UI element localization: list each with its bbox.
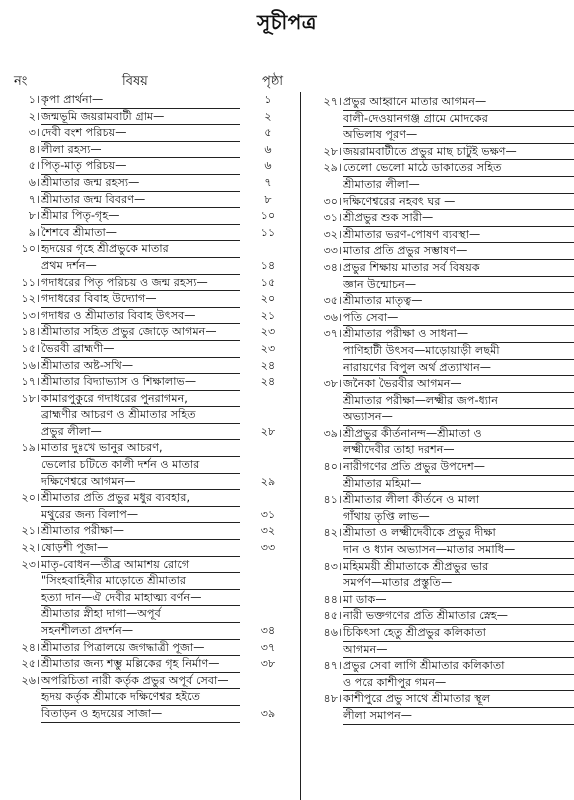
toc-entry bbox=[0, 324, 290, 341]
entry-text: অপরিচিতা নারী কর্তৃক প্রভুর অপূর্ব সেবা— bbox=[41, 673, 240, 690]
entry-text: গাঁথায় তৃপ্তি লাভ— bbox=[343, 509, 574, 526]
toc-entry bbox=[0, 158, 290, 175]
page-number: ৩৯ bbox=[260, 706, 276, 720]
entry-number: ২২। bbox=[21, 541, 40, 555]
entry-number: ৩৩। bbox=[323, 244, 342, 258]
entry-number: ৩৫। bbox=[323, 294, 342, 308]
entry-text: দক্ষিণেশ্বরের নহবৎ ঘর — bbox=[343, 194, 574, 211]
entry-text: হত্যা দান—ঐ দেবীর মাহাত্ম্য বর্ণন— bbox=[41, 590, 240, 607]
header-num: নং bbox=[14, 74, 28, 89]
entry-text: ষোড়শী পূজা— bbox=[41, 540, 240, 557]
toc-entry bbox=[0, 656, 290, 673]
entry-text: শ্রীমাতার মাতৃত্ব— bbox=[343, 293, 574, 310]
toc-entry bbox=[0, 308, 290, 325]
toc-entry bbox=[0, 358, 290, 375]
toc-entry bbox=[312, 492, 574, 525]
entry-text: শ্রীমাতার পরীক্ষা ও সাধনা— bbox=[343, 326, 574, 343]
page-number: ১৪ bbox=[260, 258, 276, 272]
entry-text: তেলো ভেলো মাঠে ডাকাতের সহিত bbox=[343, 160, 574, 177]
entry-number: ৪০। bbox=[323, 460, 342, 474]
entry-text: শ্রীমাতার লীলা কীর্তনে ও মালা bbox=[343, 492, 574, 509]
entry-text: মা ডাক— bbox=[343, 592, 574, 609]
entry-text: লক্ষ্মীদেবীর তাহা দরশন— bbox=[343, 442, 574, 459]
toc-entry bbox=[312, 426, 574, 459]
entry-text: অভ্যাসন— bbox=[343, 409, 574, 426]
page-number: ৩৮ bbox=[260, 657, 276, 671]
entry-text: জন্মভূমি জয়রামবাটী গ্রাম— bbox=[41, 109, 240, 126]
toc-entry bbox=[0, 540, 290, 557]
page-number: ২ bbox=[264, 109, 272, 123]
entry-text: ভৈরবী ব্রাহ্মণী— bbox=[41, 341, 240, 358]
entry-text: শ্রীমাতার প্রতি প্রভুর মধুর ব্যবহার, bbox=[41, 490, 240, 507]
header-subject: বিষয় bbox=[122, 74, 148, 89]
entry-text: শ্রীমাতার স্নীহা দাগা—অপূর্ব bbox=[41, 606, 240, 623]
toc-entry bbox=[312, 94, 574, 144]
entry-text: গদাধর ও শ্রীমাতার বিবাহ উৎসব— bbox=[41, 308, 240, 325]
entry-number: ৩। bbox=[28, 126, 40, 140]
entry-text: নারায়ণের বিপুল অর্থ প্রত্যাখান— bbox=[343, 360, 574, 377]
entry-text: মাতার দুঃখে ভানুর আচরণ, bbox=[41, 440, 240, 457]
entry-text: ও পরে কাশীপুর গমন— bbox=[343, 675, 574, 692]
toc-entry bbox=[0, 557, 290, 640]
entry-text: দেবী বংশ পরিচয়— bbox=[41, 125, 240, 142]
entry-number: ২৮। bbox=[323, 144, 342, 158]
entry-text: লীলা রহস্য— bbox=[41, 142, 240, 159]
entry-number: ১০। bbox=[21, 242, 40, 256]
page-number: ৬ bbox=[264, 142, 272, 156]
entry-number: ৩১। bbox=[323, 211, 342, 225]
page-number: ২১ bbox=[260, 308, 276, 322]
toc-entry bbox=[312, 592, 574, 609]
toc-entry bbox=[312, 194, 574, 211]
entry-text: গদাধরের বিবাহ উদ্যোগ— bbox=[41, 291, 240, 308]
toc-entry bbox=[312, 691, 574, 724]
header-page: পৃষ্ঠা bbox=[262, 74, 284, 89]
page-number: ২৩ bbox=[260, 341, 276, 355]
toc-entry bbox=[0, 640, 290, 657]
entry-text: শ্রীমাতার লীলা— bbox=[343, 177, 574, 194]
page-number: ২৯ bbox=[260, 474, 276, 488]
entry-text: দান ও ধ্যান অভ্যাসন—মাতার সমাধি— bbox=[343, 542, 574, 559]
toc-entry bbox=[0, 673, 290, 723]
toc-entry bbox=[312, 658, 574, 691]
entry-text: পিতৃ-মাতৃ পরিচয়— bbox=[41, 158, 240, 175]
entry-text: শ্রীমাতার জন্ম বিবরণ— bbox=[41, 192, 240, 209]
entry-number: ২৩। bbox=[21, 557, 40, 571]
entry-number: ৩২। bbox=[323, 227, 342, 241]
entry-text: জয়রামবাটীতে প্রভুর মাছ চাটুই ভক্ষণ— bbox=[343, 144, 574, 161]
entry-number: ৪৬। bbox=[323, 626, 342, 639]
entry-text: শ্রীমাতার জন্য শম্ভু মল্লিকের গৃহ নির্মাণ— bbox=[41, 656, 240, 673]
entry-number: ৪২। bbox=[323, 526, 342, 540]
entry-text: বিতাড়ন ও হৃদয়ের সাজা— bbox=[41, 706, 240, 723]
entry-number: ১৭। bbox=[21, 375, 40, 389]
page-number: ৩৭ bbox=[260, 640, 276, 654]
entry-number: ২৭। bbox=[323, 95, 342, 108]
page-number: ৬ bbox=[264, 159, 272, 173]
page-number: ২৪ bbox=[260, 358, 276, 372]
entry-text: শ্রীমাতার জন্ম রহস্য— bbox=[41, 175, 240, 192]
toc-entry bbox=[0, 291, 290, 308]
toc-entry bbox=[0, 241, 290, 274]
entry-number: ৭। bbox=[28, 192, 40, 206]
entry-text: শ্রীমাতা ও লক্ষ্মীদেবীকে প্রভুর দীক্ষা bbox=[343, 525, 574, 542]
entry-text: কৃপা প্রার্থনা— bbox=[41, 92, 240, 109]
toc-entry bbox=[312, 459, 574, 492]
entry-text: কামারপুকুরে গদাধরের পুনরাগমন, bbox=[41, 391, 240, 408]
page-number: ২০ bbox=[260, 292, 276, 306]
toc-entry bbox=[312, 260, 574, 293]
entry-text: দক্ষিণেশ্বরে আগমন— bbox=[41, 474, 240, 491]
entry-text: লীলা সমাপন— bbox=[343, 708, 574, 725]
toc-entry bbox=[0, 92, 290, 109]
entry-text: পাণিহাটী উৎসব—মাড়োয়াড়ী লছমী bbox=[343, 343, 574, 360]
entry-text: গদাধরের পিতৃ পরিচয় ও জন্ম রহস্য— bbox=[41, 275, 240, 292]
entry-number: ৯। bbox=[28, 225, 40, 239]
entry-text: হৃদয় কর্তৃক শ্রীমাকে দক্ষিণেশ্বর হইতে bbox=[41, 689, 240, 706]
page-number: ৩১ bbox=[260, 507, 276, 521]
entry-text: শ্রীপ্রভুর শুক সারী— bbox=[343, 210, 574, 227]
entry-number: ২। bbox=[28, 109, 40, 123]
toc-entry bbox=[312, 559, 574, 592]
entry-text: মাতার প্রতি প্রভুর সম্ভাষণ— bbox=[343, 243, 574, 260]
entry-text: প্রভুর শিক্ষায় মাতার সর্ব বিষয়ক bbox=[343, 260, 574, 277]
entry-text: জ্ঞান উন্মোচন— bbox=[343, 277, 574, 294]
entry-number: ১৩। bbox=[21, 308, 40, 322]
entry-number: ৪৮। bbox=[323, 692, 342, 706]
toc-entry bbox=[312, 160, 574, 193]
page-number: ৭ bbox=[264, 175, 272, 189]
entry-number: ৩৭। bbox=[323, 327, 342, 341]
entry-text: সহনশীলতা প্রদর্শন— bbox=[41, 623, 240, 640]
entry-text: নারী ভক্তগণের প্রতি শ্রীমাতার স্নেহ— bbox=[343, 608, 574, 625]
entry-number: ৬। bbox=[28, 175, 40, 189]
entry-number: ৮। bbox=[28, 209, 40, 223]
entry-text: প্রভুর আহ্বানে মাতার আগমন— bbox=[343, 94, 574, 111]
toc-right-column bbox=[312, 94, 574, 725]
entry-number: ২৪। bbox=[21, 640, 40, 654]
entry-text: শ্রীমাতার মহিমা— bbox=[343, 476, 574, 493]
entry-text: আগমন— bbox=[343, 642, 574, 659]
entry-number: ১৫। bbox=[21, 341, 40, 355]
page-number: ৮ bbox=[264, 192, 272, 206]
toc-entry bbox=[0, 225, 290, 242]
entry-text: শ্রীমাতার ভরণ-পোষণ ব্যবস্থা— bbox=[343, 227, 574, 244]
toc-entry bbox=[0, 142, 290, 159]
entry-number: ৩৬। bbox=[323, 310, 342, 324]
entry-text: প্রভুর সেবা লাগি শ্রীমাতার কলিকাতা bbox=[343, 658, 574, 675]
entry-number: ৩৮। bbox=[323, 377, 342, 391]
entry-number: ৪৫। bbox=[323, 609, 342, 623]
entry-number: ১২। bbox=[21, 292, 40, 306]
entry-text: মাতৃ-বোধন—তীব্র আমাশয় রোগে bbox=[41, 557, 240, 574]
entry-text: হৃদয়ের গৃহে শ্রীপ্রভুকে মাতার bbox=[41, 241, 240, 258]
entry-number: ২৬। bbox=[21, 673, 40, 687]
entry-number: ২৫। bbox=[21, 657, 40, 671]
entry-text: শ্রীমাতার পরীক্ষা—লক্ষ্মীর জপ-ধ্যান bbox=[343, 393, 574, 410]
toc-entry bbox=[312, 608, 574, 625]
entry-text: শ্রীমাতার পরীক্ষা— bbox=[41, 523, 240, 540]
toc-entry bbox=[312, 625, 574, 658]
entry-number: ৫। bbox=[28, 159, 40, 173]
entry-text: শ্রীমাতার বিদ্যাভ্যাস ও শিক্ষালাভ— bbox=[41, 374, 240, 391]
page-number: ২৮ bbox=[260, 424, 276, 438]
page-number: ৩২ bbox=[260, 524, 276, 538]
page-number: ৩৩ bbox=[260, 541, 276, 555]
entry-text: কাশীপুরে প্রভু সাথে শ্রীমাতার স্থূল bbox=[343, 691, 574, 708]
toc-entry bbox=[312, 210, 574, 227]
toc-entry bbox=[0, 208, 290, 225]
entry-text: প্রথম দর্শন— bbox=[41, 258, 240, 275]
page-number: ১০ bbox=[260, 209, 276, 223]
entry-text: বালী-দেওয়ানগঞ্জ গ্রামে মোদকের bbox=[343, 111, 574, 128]
toc-entry bbox=[312, 376, 574, 426]
entry-text: সমর্পণ—মাতার প্রস্তুতি— bbox=[343, 575, 574, 592]
page-number: ৩৪ bbox=[260, 624, 276, 637]
entry-number: ৪১। bbox=[323, 493, 342, 507]
toc-entry bbox=[0, 192, 290, 209]
toc-entry bbox=[0, 490, 290, 523]
entry-number: ১। bbox=[28, 93, 40, 106]
entry-text: ব্রাহ্মণীর আচরণ ও শ্রীমাতার সহিত bbox=[41, 407, 240, 424]
toc-entry bbox=[312, 243, 574, 260]
toc-entry bbox=[0, 391, 290, 441]
toc-entry bbox=[312, 227, 574, 244]
entry-text: জনৈকা ভৈরবীর আগমন— bbox=[343, 376, 574, 393]
entry-number: ১৮। bbox=[21, 391, 40, 405]
entry-text: শ্রীপ্রভুর কীর্তনানন্দ—শ্রীমাতা ও bbox=[343, 426, 574, 443]
toc-entry bbox=[0, 523, 290, 540]
entry-text: শ্রীমাতার সহিত প্রভুর জোড়ে আগমন— bbox=[41, 324, 240, 341]
entry-text: পতি সেবা— bbox=[343, 310, 574, 327]
toc-entry bbox=[0, 275, 290, 292]
entry-text: চিকিৎসা হেতু শ্রীপ্রভুর কলিকাতা bbox=[343, 625, 574, 642]
page-number: ১১ bbox=[260, 225, 276, 239]
toc-entry bbox=[0, 341, 290, 358]
toc-entry bbox=[0, 125, 290, 142]
entry-number: ২১। bbox=[21, 524, 40, 538]
entry-text: প্রভুর লীলা— bbox=[41, 424, 240, 441]
entry-number: ২৯। bbox=[323, 161, 342, 175]
toc-entry bbox=[312, 310, 574, 327]
entry-text: শ্রীমার পিতৃ-গৃহ— bbox=[41, 208, 240, 225]
page-title: সূচীপত্র bbox=[257, 10, 317, 34]
entry-number: ১৯। bbox=[21, 441, 40, 455]
entry-number: ৪। bbox=[28, 142, 40, 156]
entry-number: ৪৩। bbox=[323, 559, 342, 573]
entry-number: ৩৯। bbox=[323, 426, 342, 440]
toc-entry bbox=[312, 144, 574, 161]
entry-text: মথুরের জন্য বিলাপ— bbox=[41, 507, 240, 524]
entry-number: ১৬। bbox=[21, 358, 40, 372]
toc-entry bbox=[0, 374, 290, 391]
entry-text: নারীগণের প্রতি প্রভুর উপদেশ— bbox=[343, 459, 574, 476]
entry-text: মহিমময়ী শ্রীমাতাকে শ্রীপ্রভুর ভার bbox=[343, 559, 574, 576]
toc-left-column bbox=[0, 92, 290, 723]
entry-number: ৪৭। bbox=[323, 659, 342, 673]
page-number: ৫ bbox=[264, 126, 272, 140]
page-number: ১৫ bbox=[260, 275, 276, 289]
toc-entry bbox=[312, 293, 574, 310]
toc-entry bbox=[312, 525, 574, 558]
column-divider bbox=[300, 92, 301, 800]
entry-text: শ্রীমাতার পিত্রালয়ে জগদ্ধাত্রী পূজা— bbox=[41, 640, 240, 657]
page-number: ২৪ bbox=[260, 375, 276, 389]
entry-text: শৈশবে শ্রীমাতা— bbox=[41, 225, 240, 242]
toc-entry bbox=[0, 109, 290, 126]
page-number: ২৩ bbox=[260, 325, 276, 339]
entry-text: ভেলোর চটিতে কালী দর্শন ও মাতার bbox=[41, 457, 240, 474]
entry-text: অভিলাষ পূরণ— bbox=[343, 127, 574, 144]
page-number: ১ bbox=[264, 93, 272, 106]
entry-number: ২০। bbox=[21, 491, 40, 505]
entry-text: "সিংহবাহিনীর মাড়োতে শ্রীমাতার bbox=[41, 573, 240, 590]
entry-number: ৩৪। bbox=[323, 260, 342, 274]
entry-number: ৩০। bbox=[323, 194, 342, 208]
toc-entry bbox=[0, 175, 290, 192]
toc-entry bbox=[312, 326, 574, 376]
entry-number: ১৪। bbox=[21, 325, 40, 339]
toc-entry bbox=[0, 440, 290, 490]
entry-text: শ্রীমাতার অষ্ট-সখি— bbox=[41, 358, 240, 375]
entry-number: ৪৪। bbox=[323, 592, 342, 606]
entry-number: ১১। bbox=[21, 275, 40, 289]
